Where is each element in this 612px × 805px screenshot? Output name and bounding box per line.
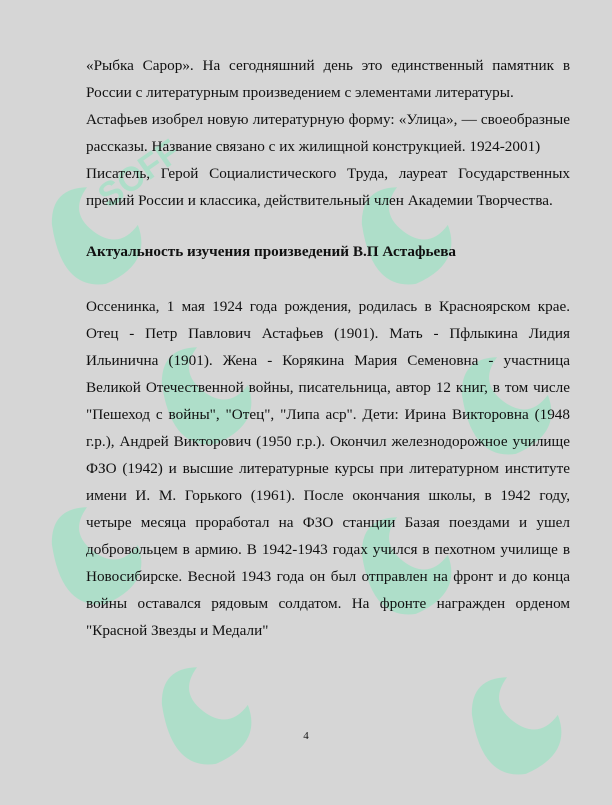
watermark-logo	[440, 620, 612, 800]
page-content	[86, 52, 570, 644]
page-number: 4	[303, 730, 309, 742]
paragraph: Писатель, Герой Социалистического Труда, лауреат Государственных премий России и классика, действительный член Академии Творчества.	[86, 165, 570, 209]
svg-text:SOFF: SOFF	[91, 132, 188, 216]
paragraph: Оссенинка, 1 мая 1924 года рождения, родилась в Красноярском крае. Отец - Петр Павлович Астафьев (1901). Мать - Пфлыкина Лидия Ильинична (1901). Жена - Корякина Мария Семеновна - участница Великой Отечественной войны, писательница, автор 12 книг, в том числе "Пешеход с войны", "Отец", "Липа аср". Дети: Ирина Викторовна (1948 г.р.), Андрей Викторович (1950 г.р.). Окончил железнодорожное училище ФЗО (1942) и высшие литературные курсы при литературном институте имени И. М. Горького (1961). После окончания школы, в 1942 году, четыре месяца проработал на ФЗО станции Базая поездами и ушел добровольцем в армию. В 1942-1943 годах учился в пехотном училище в Новосибирске. Весной 1943 года он был отправлен на фронт и до конца войны оставался рядовым солдатом. На фронте награжден орденом "Красной Звезды и Медали"	[86, 298, 570, 639]
paragraph: «Рыбка Capop». На сегодняшний день это единственный памятник в России с литературным произведением с элементами литературы.	[86, 57, 570, 101]
paragraph: Астафьев изобрел новую литературную форму: «Улица», — своеобразные рассказы. Название связано с их жилищной конструкцией. 1924-2001)	[86, 111, 570, 155]
section-heading: Актуальность изучения произведений В.П Астафьева	[86, 243, 457, 260]
